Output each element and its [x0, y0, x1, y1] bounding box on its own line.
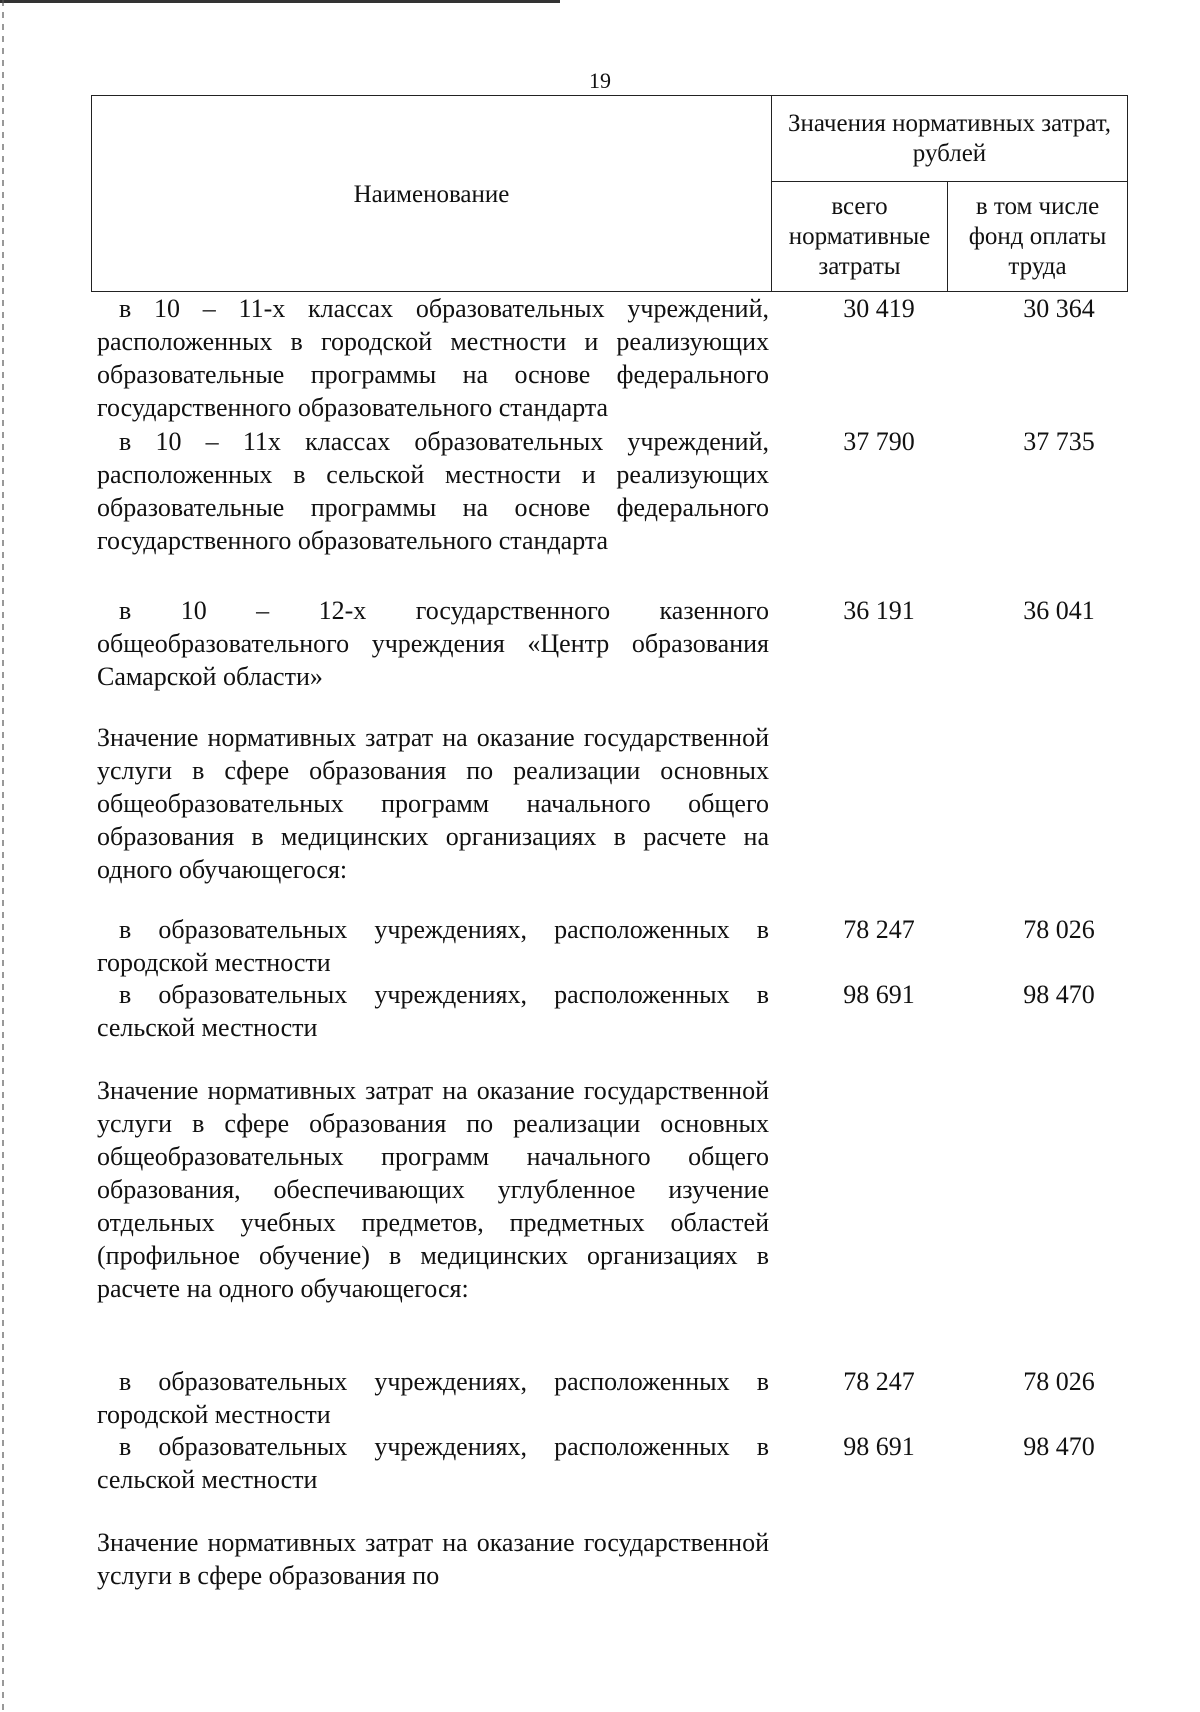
row-payroll-value: 30 364: [1023, 294, 1095, 323]
row-text: в образовательных учреждениях, расположенных в сельской местности: [97, 1432, 769, 1494]
table-row: [97, 292, 1142, 424]
table-row: [97, 1526, 1142, 1592]
row-text: в 10 – 12-х государственного казенного общеобразовательного учреждения «Центр образования Самарской области»: [97, 596, 769, 691]
row-text: в образовательных учреждениях, расположенных в городской местности: [97, 915, 769, 977]
table-row: [97, 1365, 1142, 1431]
header-payroll-column: в том числе фонд оплаты труда: [948, 182, 1128, 292]
scan-edge-left: [2, 0, 4, 1712]
row-text: в 10 – 11-х классах образовательных учреждений, расположенных в городской местности и реализующих образовательные программы на основе федерального государственного образовательного стандарта: [97, 294, 769, 422]
row-payroll-value: 78 026: [1023, 915, 1095, 944]
row-payroll-value: 98 470: [1023, 980, 1095, 1009]
row-text: в 10 – 11х классах образовательных учреждений, расположенных в сельской местности и реализующих образовательные программы на основе федерального государственного образовательного стандарта: [97, 427, 769, 555]
header-name-column: Наименование: [92, 96, 772, 292]
header-total-column: всего нормативные затраты: [772, 182, 948, 292]
row-text: в образовательных учреждениях, расположенных в сельской местности: [97, 980, 769, 1042]
row-text: Значение нормативных затрат на оказание государственной услуги в сфере образования по реализации основных общеобразовательных программ начального общего образования, обеспечивающих углубленное изучение отдельных учебных предметов, предметных областей (профильное обучение) в медицинских организациях в расчете на одного обучающегося:: [97, 1076, 769, 1303]
table-row: [97, 721, 1142, 886]
table-row: [97, 425, 1142, 557]
row-total-value: 36 191: [843, 596, 915, 625]
table-row: [97, 594, 1142, 693]
row-payroll-value: 98 470: [1023, 1432, 1095, 1461]
table-row: [97, 978, 1142, 1044]
row-total-value: 37 790: [843, 427, 915, 456]
row-total-value: 30 419: [843, 294, 915, 323]
row-total-value: 98 691: [843, 1432, 915, 1461]
row-payroll-value: 78 026: [1023, 1367, 1095, 1396]
table-row: [97, 1430, 1142, 1496]
row-text: Значение нормативных затрат на оказание государственной услуги в сфере образования по: [97, 1528, 769, 1590]
row-payroll-value: 36 041: [1023, 596, 1095, 625]
header-values-group: Значения нормативных затрат, рублей: [772, 96, 1128, 182]
row-total-value: 78 247: [843, 1367, 915, 1396]
row-payroll-value: 37 735: [1023, 427, 1095, 456]
table-row: [97, 913, 1142, 979]
table-header: [91, 95, 1128, 292]
page-number: 19: [589, 68, 611, 93]
row-text: Значение нормативных затрат на оказание государственной услуги в сфере образования по реализации основных общеобразовательных программ начального общего образования в медицинских организациях в расчете на одного обучающегося:: [97, 723, 769, 884]
row-total-value: 78 247: [843, 915, 915, 944]
table-row: [97, 1074, 1142, 1305]
row-text: в образовательных учреждениях, расположенных в городской местности: [97, 1367, 769, 1429]
scan-edge-top: [0, 0, 560, 3]
row-total-value: 98 691: [843, 980, 915, 1009]
